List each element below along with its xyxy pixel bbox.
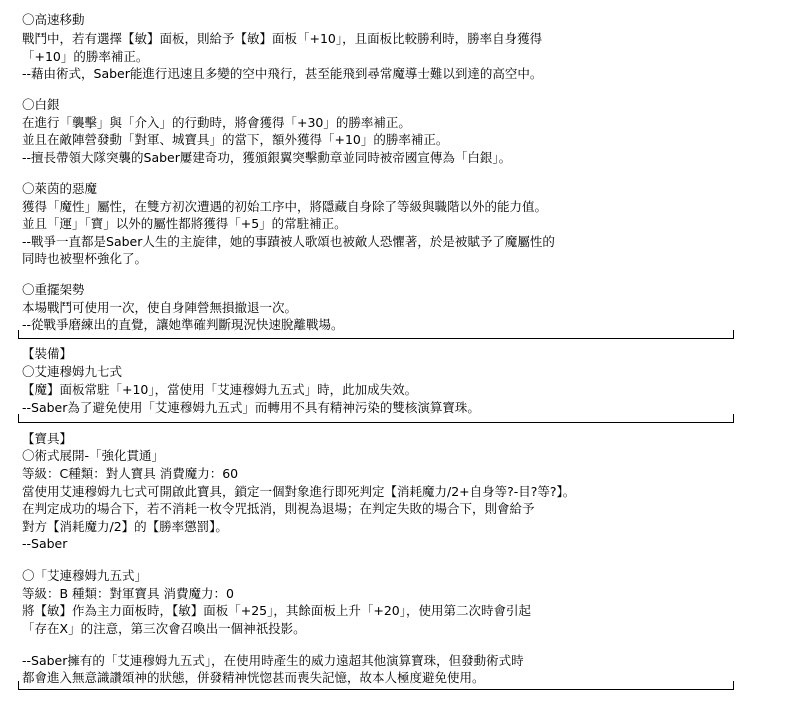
skill-title: 〇萊茵的惡魔 xyxy=(22,181,98,196)
divider-tick xyxy=(18,414,19,423)
equipment-line: --Saber為了避免使用「艾連穆姆九五式」而轉用不具有精神污染的雙核演算寶珠。 xyxy=(22,400,480,415)
np-note-line: 都會進入無意識讚頌神的狀態，併發精神恍惚甚而喪失記憶，故本人極度避免使用。 xyxy=(22,670,485,685)
skill-title: 〇重擺架勢 xyxy=(22,282,85,297)
np-line: 在判定成功的場合下，若不消耗一枚令咒抵消，則視為退場；在判定失敗的場合下，則會給予 xyxy=(22,501,535,516)
divider-tick xyxy=(733,414,734,423)
np-line: 等級：C種類：對人寶具 消費魔力：60 xyxy=(22,466,239,481)
np-note-line: --Saber擁有的「艾連穆姆九五式」，在使用時產生的威力遠超其他演算寶珠，但發動術式時 xyxy=(22,653,524,668)
np-line: --Saber xyxy=(22,536,68,551)
np-line: 〇術式展開-「強化貫通」 xyxy=(22,448,165,463)
skill-title: 〇白銀 xyxy=(22,97,60,112)
skill-line: 本場戰鬥可使用一次，使自身陣營無損撤退一次。 xyxy=(22,300,298,315)
np-line: 「存在X」的注意，第三次會召喚出一個神祇投影。 xyxy=(22,621,306,636)
skill-line: 同時也被聖杯強化了。 xyxy=(22,251,148,266)
skill-line: 並且「運」「寶」以外的屬性都將獲得「+5」的常駐補正。 xyxy=(22,216,347,231)
divider-tick xyxy=(733,330,734,339)
section-divider xyxy=(18,689,734,690)
skill-line: 並且在敵陣營發動「對軍、城寶具」的當下，額外獲得「+10」的勝率補正。 xyxy=(22,132,449,147)
skill-line: --擅長帶領大隊突襲的Saber屢建奇功，獲頒銀翼突擊勳章並同時被帝國宣傳為「白銀」。 xyxy=(22,150,512,165)
np-line: 將【敏】作為主力面板時，【敏】面板「+25」，其餘面板上升「+20」，使用第二次時會引起 xyxy=(22,603,532,618)
skill-line: 獲得「魔性」屬性，在雙方初次遭遇的初始工序中，將隱藏自身除了等級與職階以外的能力值。 xyxy=(22,199,548,214)
equipment-header: 【裝備】 xyxy=(22,346,73,361)
section-divider xyxy=(18,338,734,339)
section-divider xyxy=(18,422,734,423)
np-line: 等級：B 種類：對軍寶具 消費魔力：0 xyxy=(22,586,234,601)
noble-phantasm-header: 【寶具】 xyxy=(22,431,73,446)
divider-tick xyxy=(733,681,734,690)
divider-tick xyxy=(18,681,19,690)
np-line: 對方【消耗魔力/2】的【勝率懲罰】。 xyxy=(22,519,228,534)
skill-line: 戰鬥中，若有選擇【敏】面板，則給予【敏】面板「+10」，且面板比較勝利時，勝率自身獲得 xyxy=(22,31,543,46)
skill-line: 在進行「襲擊」與「介入」的行動時，將會獲得「+30」的勝率補正。 xyxy=(22,115,411,130)
skill-title: 〇高速移動 xyxy=(22,12,85,27)
np-line: 當使用艾連穆姆九七式可開啟此寶具，鎖定一個對象進行即死判定【消耗魔力/2+自身等?-目?等?】。 xyxy=(22,484,576,499)
np-line: 〇「艾連穆姆九五式」 xyxy=(22,568,148,583)
equipment-line: 【魔】面板常駐「+10」，當使用「艾連穆姆九五式」時，此加成失效。 xyxy=(22,382,418,397)
skill-line: --戰爭一直都是Saber人生的主旋律，她的事蹟被人歌頌也被敵人恐懼著，於是被賦予了魔屬性的 xyxy=(22,234,555,249)
skill-line: --從戰爭磨練出的直覺，讓她準確判斷現況快速脫離戰場。 xyxy=(22,317,344,332)
equipment-line: 〇艾連穆姆九七式 xyxy=(22,364,123,379)
skill-line: --藉由術式，Saber能進行迅速且多變的空中飛行，甚至能飛到尋常魔導士難以到達的高空中。 xyxy=(22,66,543,81)
divider-tick xyxy=(18,330,19,339)
skill-line: 「+10」的勝率補正。 xyxy=(22,49,149,64)
